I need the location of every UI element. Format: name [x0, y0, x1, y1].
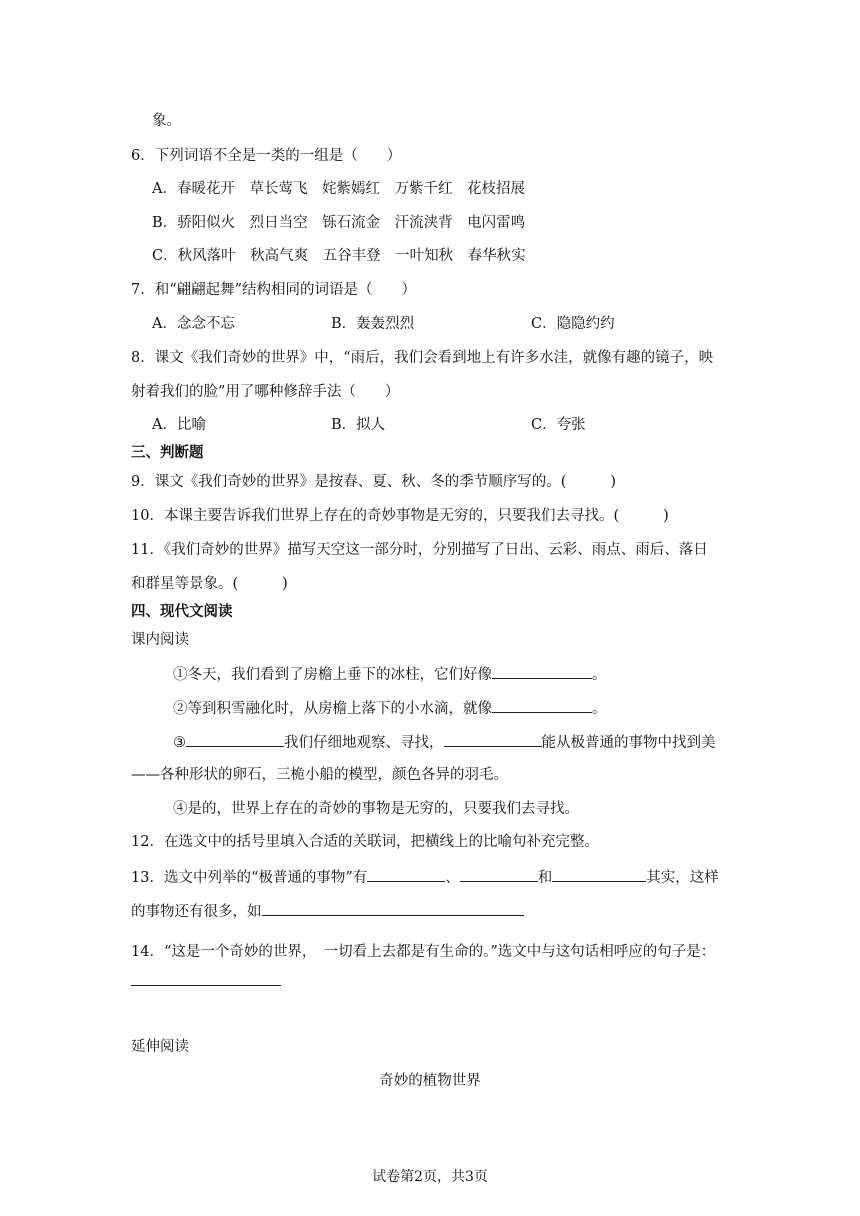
passage-p2-end: 。 [592, 701, 607, 717]
q8-option-a: A．比喻 [152, 417, 206, 433]
passage-p3-end: 能从极普通的事物中找到美 [541, 735, 716, 751]
q8-option-b: B．拟人 [331, 417, 386, 433]
q8-stem-line2: 射着我们的脸”用了哪种修辞手法（ ） [131, 384, 400, 400]
passage-p3-num: ③ [173, 735, 186, 751]
answer-blank[interactable] [367, 866, 445, 882]
q10-stem: 10．本课主要告诉我们世界上存在的奇妙事物是无穷的，只要我们去寻找。( [131, 508, 620, 524]
answer-blank[interactable] [131, 970, 281, 986]
answer-blank[interactable] [186, 731, 284, 747]
answer-blank[interactable] [444, 731, 542, 747]
q11-stem: 和群星等景象。( [131, 576, 239, 592]
q9-text [131, 472, 616, 492]
page-footer: 试卷第2页，共3页 [372, 1169, 488, 1185]
passage-p2 [173, 697, 607, 719]
answer-blank[interactable] [552, 866, 646, 882]
passage-p3-text: 我们仔细地观察、寻找， [284, 735, 444, 751]
top-fragment: 象。 [152, 113, 181, 129]
q9-stem: 9．课文《我们奇妙的世界》是按春、夏、秋、冬的季节顺序写的。( [131, 474, 567, 490]
section3-title: 三、判断题 [131, 444, 204, 461]
q8-option-c: C．夸张 [531, 417, 586, 433]
q7-option-b: B．轰轰烈烈 [331, 316, 415, 332]
passage-p3 [173, 731, 716, 753]
q12-text: 12．在选文中的括号里填入合适的关联词，把横线上的比喻句补充完整。 [131, 834, 599, 850]
q11-line1: 11．《我们奇妙的世界》描写天空这一部分时，分别描写了日出、云彩、雨点、雨后、落日 [131, 542, 708, 558]
section4-subtitle: 课内阅读 [131, 632, 189, 648]
extended-label: 延伸阅读 [131, 1039, 189, 1055]
q13-end: 其实，这样 [646, 870, 719, 886]
q7-stem: 7．和“翩翩起舞”结构相同的词语是（ ） [131, 282, 417, 298]
q9-close: ) [610, 474, 617, 490]
q13-sep2: 和 [537, 870, 553, 886]
q13-line1 [131, 866, 719, 888]
passage-p1-text: ①冬天，我们看到了房檐上垂下的冰柱，它们好像 [173, 667, 492, 683]
q8-stem-line1: 8．课文《我们奇妙的世界》中，“雨后，我们会看到地上有许多水洼，就像有趣的镜子，映 [131, 350, 714, 366]
q6-option-c: C．秋风落叶 秋高气爽 五谷丰登 一叶知秋 春华秋实 [152, 248, 526, 264]
q6-option-a: A．春暖花开 草长莺飞 姹紫嫣红 万紫千红 花枝招展 [152, 181, 525, 197]
q13-line2 [131, 900, 524, 922]
answer-blank[interactable] [492, 697, 592, 713]
q7-option-c: C．隐隐约约 [531, 316, 615, 332]
passage-p1 [173, 663, 607, 685]
q11-line2 [131, 574, 288, 594]
q13-line2-text: 的事物还有很多，如 [131, 904, 262, 920]
answer-blank[interactable] [262, 900, 524, 916]
q14-text: 14．“这是一个奇妙的世界， 一切看上去都是有生命的。”选文中与这句话相呼应的句子是： [131, 944, 716, 960]
q6-stem: 6．下列词语不全是一类的一组是（ ） [131, 148, 402, 164]
answer-blank[interactable] [492, 663, 592, 679]
passage-p4: ④是的，世界上存在的奇妙的事物是无穷的，只要我们去寻找。 [173, 801, 579, 817]
q11-close: ) [282, 576, 288, 592]
extended-title: 奇妙的植物世界 [379, 1073, 481, 1089]
q10-close: ) [663, 508, 669, 524]
section4-title: 四、现代文阅读 [131, 603, 233, 620]
q6-option-b: B．骄阳似火 烈日当空 铄石流金 汗流浃背 电闪雷鸣 [152, 215, 526, 231]
answer-blank[interactable] [460, 866, 538, 882]
q7-option-a: A．念念不忘 [152, 316, 235, 332]
q13-stem: 13．选文中列举的“极普通的事物”有 [131, 870, 368, 886]
q13-sep1: 、 [445, 870, 460, 886]
passage-p3-line2: ——各种形状的卵石，三桅小船的模型，颜色各异的羽毛。 [131, 767, 508, 783]
q10-text [131, 506, 669, 526]
passage-p2-text: ②等到积雪融化时，从房檐上落下的小水滴，就像 [173, 701, 492, 717]
passage-p1-end: 。 [592, 667, 607, 683]
